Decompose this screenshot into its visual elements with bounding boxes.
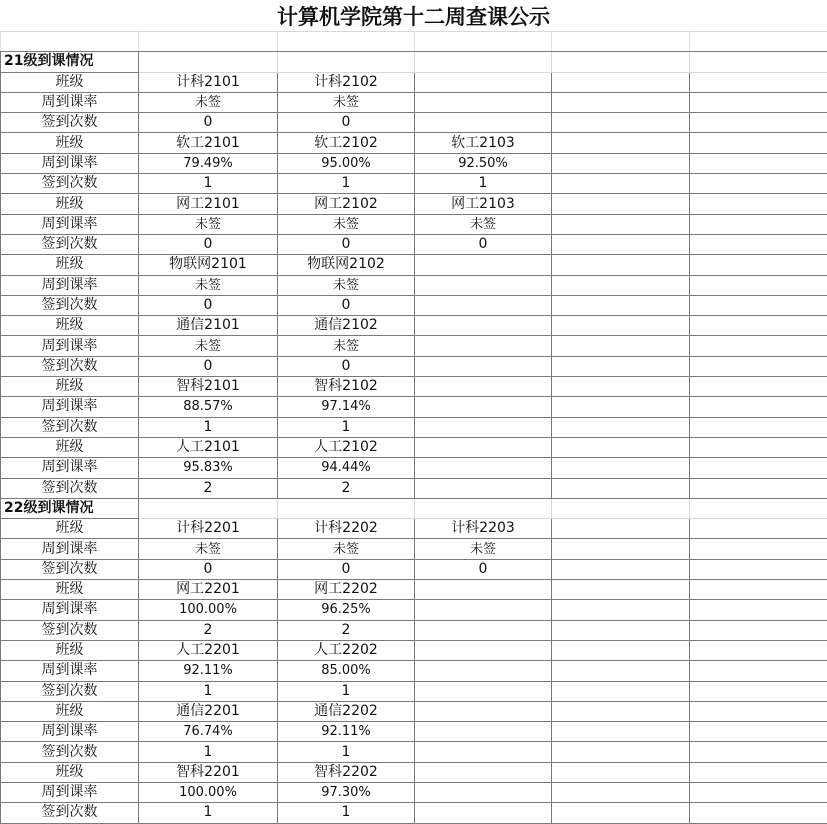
attendance-rate-cell[interactable]: 95.00% [278, 153, 415, 173]
cell[interactable] [552, 52, 690, 72]
row-label[interactable]: 班级 [1, 377, 139, 397]
class-name-cell[interactable]: 智科2102 [278, 377, 415, 397]
page-title: 计算机学院第十二周查课公示 [277, 5, 550, 29]
cell[interactable] [552, 600, 690, 620]
class-name-cell[interactable]: 人工2101 [139, 437, 278, 457]
cell[interactable] [690, 559, 827, 579]
class-name-cell[interactable]: 智科2101 [139, 377, 278, 397]
cell[interactable] [552, 377, 690, 397]
cell[interactable] [552, 113, 690, 133]
row-label[interactable]: 签到次数 [1, 174, 139, 194]
row-label[interactable]: 班级 [1, 519, 139, 539]
attendance-table [0, 31, 827, 824]
sign-in-count-cell[interactable]: 0 [278, 356, 415, 376]
attendance-rate-cell[interactable]: 未签 [139, 539, 278, 559]
class-name-cell[interactable]: 人工2201 [139, 640, 278, 660]
blank-row [1, 32, 827, 52]
cell[interactable] [552, 275, 690, 295]
cell[interactable] [415, 397, 552, 417]
class-name-row [1, 72, 827, 92]
class-name-cell[interactable]: 软工2102 [278, 133, 415, 153]
attendance-rate-cell[interactable]: 92.50% [415, 153, 552, 173]
class-name-cell[interactable]: 物联网2101 [139, 255, 278, 275]
class-name-cell[interactable]: 软工2101 [139, 133, 278, 153]
cell[interactable] [552, 194, 690, 214]
attendance-rate-cell[interactable]: 未签 [278, 92, 415, 112]
cell[interactable] [690, 336, 827, 356]
cell[interactable] [415, 742, 552, 762]
row-label[interactable]: 签到次数 [1, 356, 139, 376]
class-name-cell[interactable]: 通信2102 [278, 316, 415, 336]
cell[interactable] [552, 661, 690, 681]
attendance-rate-row [1, 397, 827, 417]
cell[interactable] [690, 701, 827, 721]
cell[interactable] [552, 701, 690, 721]
attendance-rate-row [1, 600, 827, 620]
cell[interactable] [415, 762, 552, 782]
attendance-rate-cell[interactable]: 未签 [278, 214, 415, 234]
attendance-rate-row [1, 539, 827, 559]
cell[interactable] [415, 701, 552, 721]
class-name-cell[interactable]: 网工2202 [278, 580, 415, 600]
cell[interactable] [415, 32, 552, 52]
cell[interactable] [690, 539, 827, 559]
cell[interactable] [415, 640, 552, 660]
cell[interactable] [552, 458, 690, 478]
sign-in-count-cell[interactable]: 1 [415, 174, 552, 194]
row-label[interactable]: 周到课率 [1, 782, 139, 802]
row-label[interactable]: 班级 [1, 580, 139, 600]
class-name-cell[interactable]: 通信2202 [278, 701, 415, 721]
class-name-cell[interactable]: 人工2102 [278, 437, 415, 457]
sign-in-count-cell[interactable]: 0 [139, 295, 278, 315]
attendance-rate-cell[interactable]: 未签 [139, 275, 278, 295]
attendance-rate-row [1, 214, 827, 234]
class-name-row [1, 762, 827, 782]
class-name-row [1, 701, 827, 721]
cell[interactable] [552, 478, 690, 498]
attendance-rate-cell[interactable]: 97.30% [278, 782, 415, 802]
cell[interactable] [690, 194, 827, 214]
attendance-rate-cell[interactable]: 未签 [278, 539, 415, 559]
class-name-cell[interactable]: 计科2203 [415, 519, 552, 539]
sign-in-count-cell[interactable]: 0 [415, 234, 552, 254]
attendance-rate-cell[interactable]: 96.25% [278, 600, 415, 620]
cell[interactable] [415, 458, 552, 478]
sign-in-count-row [1, 234, 827, 254]
row-label[interactable]: 班级 [1, 72, 139, 92]
cell[interactable] [690, 356, 827, 376]
row-label[interactable]: 周到课率 [1, 600, 139, 620]
class-name-cell[interactable]: 软工2103 [415, 133, 552, 153]
sign-in-count-cell[interactable]: 2 [278, 620, 415, 640]
row-label[interactable]: 签到次数 [1, 478, 139, 498]
cell[interactable] [690, 153, 827, 173]
class-name-cell[interactable]: 计科2201 [139, 519, 278, 539]
attendance-rate-row [1, 661, 827, 681]
sign-in-count-cell[interactable]: 1 [139, 681, 278, 701]
cell[interactable] [139, 32, 278, 52]
attendance-rate-cell[interactable]: 94.44% [278, 458, 415, 478]
row-label[interactable]: 班级 [1, 316, 139, 336]
attendance-rate-row [1, 336, 827, 356]
class-name-row [1, 377, 827, 397]
attendance-rate-row [1, 782, 827, 802]
cell[interactable] [552, 580, 690, 600]
cell[interactable] [552, 539, 690, 559]
sign-in-count-cell[interactable]: 1 [139, 174, 278, 194]
sign-in-count-cell[interactable]: 2 [139, 620, 278, 640]
row-label[interactable]: 班级 [1, 701, 139, 721]
cell[interactable] [552, 356, 690, 376]
attendance-table-body [1, 32, 827, 824]
attendance-rate-cell[interactable]: 未签 [139, 214, 278, 234]
sign-in-count-cell[interactable]: 1 [139, 742, 278, 762]
cell[interactable] [552, 336, 690, 356]
cell[interactable] [690, 295, 827, 315]
section-header-row [1, 52, 827, 72]
cell[interactable] [552, 214, 690, 234]
cell[interactable] [690, 316, 827, 336]
sign-in-count-row [1, 174, 827, 194]
cell[interactable] [415, 437, 552, 457]
cell[interactable] [278, 52, 415, 72]
attendance-rate-cell[interactable]: 92.11% [278, 722, 415, 742]
cell[interactable] [415, 113, 552, 133]
attendance-rate-row [1, 153, 827, 173]
sign-in-count-row [1, 295, 827, 315]
cell[interactable] [552, 498, 690, 518]
class-name-cell[interactable]: 智科2201 [139, 762, 278, 782]
row-label[interactable]: 周到课率 [1, 661, 139, 681]
sign-in-count-cell[interactable]: 1 [139, 417, 278, 437]
class-name-row [1, 437, 827, 457]
cell[interactable] [552, 782, 690, 802]
class-name-row [1, 316, 827, 336]
cell[interactable] [552, 620, 690, 640]
cell[interactable] [690, 255, 827, 275]
class-name-cell[interactable]: 计科2101 [139, 72, 278, 92]
section-heading[interactable]: 22级到课情况 [1, 498, 139, 518]
cell[interactable] [690, 620, 827, 640]
sign-in-count-row [1, 478, 827, 498]
class-name-cell[interactable]: 物联网2102 [278, 255, 415, 275]
sign-in-count-cell[interactable]: 2 [139, 478, 278, 498]
class-name-cell[interactable]: 通信2101 [139, 316, 278, 336]
cell[interactable] [690, 133, 827, 153]
cell[interactable] [690, 722, 827, 742]
sign-in-count-row [1, 417, 827, 437]
cell[interactable] [415, 722, 552, 742]
cell[interactable] [415, 620, 552, 640]
class-name-row [1, 519, 827, 539]
cell[interactable] [690, 437, 827, 457]
cell[interactable] [278, 498, 415, 518]
cell[interactable] [690, 762, 827, 782]
cell[interactable] [552, 174, 690, 194]
sign-in-count-cell[interactable]: 0 [139, 113, 278, 133]
sign-in-count-row [1, 620, 827, 640]
cell[interactable] [690, 782, 827, 802]
sign-in-count-row [1, 356, 827, 376]
attendance-rate-cell[interactable]: 85.00% [278, 661, 415, 681]
row-label[interactable]: 班级 [1, 194, 139, 214]
cell[interactable] [552, 397, 690, 417]
cell[interactable] [690, 458, 827, 478]
cell[interactable] [690, 742, 827, 762]
sign-in-count-cell[interactable]: 1 [278, 803, 415, 823]
cell[interactable] [690, 803, 827, 823]
class-name-row [1, 640, 827, 660]
row-label[interactable]: 签到次数 [1, 417, 139, 437]
cell[interactable] [690, 498, 827, 518]
cell[interactable] [552, 133, 690, 153]
attendance-rate-row [1, 458, 827, 478]
attendance-rate-cell[interactable]: 97.14% [278, 397, 415, 417]
cell[interactable] [415, 580, 552, 600]
row-label[interactable]: 周到课率 [1, 214, 139, 234]
sign-in-count-cell[interactable]: 1 [278, 742, 415, 762]
cell[interactable] [1, 32, 139, 52]
sign-in-count-cell[interactable]: 0 [415, 559, 552, 579]
class-name-cell[interactable]: 网工2101 [139, 194, 278, 214]
cell[interactable] [690, 174, 827, 194]
row-label[interactable]: 班级 [1, 437, 139, 457]
cell[interactable] [690, 275, 827, 295]
attendance-rate-cell[interactable]: 未签 [278, 275, 415, 295]
cell[interactable] [415, 295, 552, 315]
cell[interactable] [415, 478, 552, 498]
cell[interactable] [690, 681, 827, 701]
class-name-cell[interactable]: 网工2201 [139, 580, 278, 600]
sign-in-count-cell[interactable]: 0 [139, 234, 278, 254]
cell[interactable] [690, 32, 827, 52]
cell[interactable] [552, 295, 690, 315]
cell[interactable] [552, 559, 690, 579]
cell[interactable] [690, 640, 827, 660]
cell[interactable] [552, 153, 690, 173]
sign-in-count-row [1, 803, 827, 823]
row-label[interactable]: 签到次数 [1, 620, 139, 640]
row-label[interactable]: 周到课率 [1, 458, 139, 478]
cell[interactable] [415, 275, 552, 295]
attendance-rate-cell[interactable]: 100.00% [139, 782, 278, 802]
cell[interactable] [415, 600, 552, 620]
cell[interactable] [552, 762, 690, 782]
cell[interactable] [690, 234, 827, 254]
sign-in-count-cell[interactable]: 0 [139, 356, 278, 376]
class-name-cell[interactable]: 网工2102 [278, 194, 415, 214]
cell[interactable] [552, 92, 690, 112]
row-label[interactable]: 签到次数 [1, 681, 139, 701]
class-name-cell[interactable]: 通信2201 [139, 701, 278, 721]
sign-in-count-cell[interactable]: 2 [278, 478, 415, 498]
cell[interactable] [690, 600, 827, 620]
class-name-cell[interactable]: 网工2103 [415, 194, 552, 214]
class-name-row [1, 255, 827, 275]
cell[interactable] [690, 417, 827, 437]
row-label[interactable]: 班级 [1, 762, 139, 782]
row-label[interactable]: 周到课率 [1, 539, 139, 559]
class-name-cell[interactable]: 计科2202 [278, 519, 415, 539]
cell[interactable] [415, 356, 552, 376]
sign-in-count-cell[interactable]: 1 [278, 417, 415, 437]
cell[interactable] [552, 437, 690, 457]
row-label[interactable]: 周到课率 [1, 336, 139, 356]
cell[interactable] [139, 52, 278, 72]
cell[interactable] [690, 661, 827, 681]
sign-in-count-row [1, 559, 827, 579]
class-name-cell[interactable]: 计科2102 [278, 72, 415, 92]
cell[interactable] [552, 255, 690, 275]
cell[interactable] [415, 498, 552, 518]
row-label[interactable]: 签到次数 [1, 742, 139, 762]
attendance-rate-cell[interactable]: 未签 [415, 214, 552, 234]
attendance-rate-row [1, 275, 827, 295]
cell[interactable] [415, 92, 552, 112]
cell[interactable] [415, 803, 552, 823]
cell[interactable] [690, 113, 827, 133]
cell[interactable] [415, 255, 552, 275]
sign-in-count-cell[interactable]: 1 [278, 681, 415, 701]
sign-in-count-row [1, 742, 827, 762]
row-label[interactable]: 签到次数 [1, 559, 139, 579]
sign-in-count-cell[interactable]: 0 [139, 559, 278, 579]
cell[interactable] [690, 580, 827, 600]
cell[interactable] [552, 519, 690, 539]
cell[interactable] [552, 72, 690, 92]
cell[interactable] [415, 377, 552, 397]
attendance-rate-cell[interactable]: 未签 [415, 539, 552, 559]
attendance-rate-cell[interactable]: 79.49% [139, 153, 278, 173]
attendance-rate-cell[interactable]: 未签 [278, 336, 415, 356]
cell[interactable] [415, 782, 552, 802]
cell[interactable] [552, 417, 690, 437]
class-name-cell[interactable]: 智科2202 [278, 762, 415, 782]
attendance-rate-cell[interactable]: 88.57% [139, 397, 278, 417]
cell[interactable] [552, 32, 690, 52]
attendance-sheet [0, 31, 827, 824]
row-label[interactable]: 班级 [1, 640, 139, 660]
attendance-rate-row [1, 92, 827, 112]
row-label[interactable]: 签到次数 [1, 295, 139, 315]
cell[interactable] [690, 52, 827, 72]
cell[interactable] [552, 803, 690, 823]
sign-in-count-row [1, 113, 827, 133]
row-label[interactable]: 周到课率 [1, 397, 139, 417]
sign-in-count-cell[interactable]: 1 [278, 174, 415, 194]
cell[interactable] [552, 681, 690, 701]
cell[interactable] [415, 52, 552, 72]
cell[interactable] [552, 316, 690, 336]
attendance-rate-cell[interactable]: 未签 [139, 336, 278, 356]
cell[interactable] [690, 397, 827, 417]
section-header-row [1, 498, 827, 518]
cell[interactable] [415, 72, 552, 92]
cell[interactable] [139, 498, 278, 518]
attendance-rate-cell[interactable]: 未签 [139, 92, 278, 112]
row-label[interactable]: 周到课率 [1, 275, 139, 295]
row-label[interactable]: 周到课率 [1, 722, 139, 742]
class-name-cell[interactable]: 人工2202 [278, 640, 415, 660]
sign-in-count-cell[interactable]: 0 [278, 559, 415, 579]
row-label[interactable]: 签到次数 [1, 803, 139, 823]
row-label[interactable]: 签到次数 [1, 113, 139, 133]
cell[interactable] [690, 92, 827, 112]
cell[interactable] [690, 519, 827, 539]
attendance-rate-cell[interactable]: 92.11% [139, 661, 278, 681]
row-label[interactable]: 班级 [1, 133, 139, 153]
attendance-rate-row [1, 722, 827, 742]
cell[interactable] [415, 336, 552, 356]
attendance-rate-cell[interactable]: 100.00% [139, 600, 278, 620]
sign-in-count-cell[interactable]: 1 [139, 803, 278, 823]
cell[interactable] [552, 234, 690, 254]
section-heading[interactable]: 21级到课情况 [1, 52, 139, 72]
cell[interactable] [415, 417, 552, 437]
cell[interactable] [552, 742, 690, 762]
row-label[interactable]: 签到次数 [1, 234, 139, 254]
class-name-row [1, 194, 827, 214]
cell[interactable] [415, 316, 552, 336]
sign-in-count-cell[interactable]: 0 [278, 113, 415, 133]
row-label[interactable]: 周到课率 [1, 153, 139, 173]
attendance-rate-cell[interactable]: 76.74% [139, 722, 278, 742]
cell[interactable] [415, 661, 552, 681]
cell[interactable] [415, 681, 552, 701]
cell[interactable] [552, 722, 690, 742]
cell[interactable] [690, 214, 827, 234]
attendance-rate-cell[interactable]: 95.83% [139, 458, 278, 478]
class-name-row [1, 580, 827, 600]
row-label[interactable]: 班级 [1, 255, 139, 275]
sign-in-count-row [1, 681, 827, 701]
cell[interactable] [690, 478, 827, 498]
cell[interactable] [690, 72, 827, 92]
row-label[interactable]: 周到课率 [1, 92, 139, 112]
cell[interactable] [278, 32, 415, 52]
cell[interactable] [690, 377, 827, 397]
cell[interactable] [552, 640, 690, 660]
sign-in-count-cell[interactable]: 0 [278, 295, 415, 315]
sign-in-count-cell[interactable]: 0 [278, 234, 415, 254]
class-name-row [1, 133, 827, 153]
